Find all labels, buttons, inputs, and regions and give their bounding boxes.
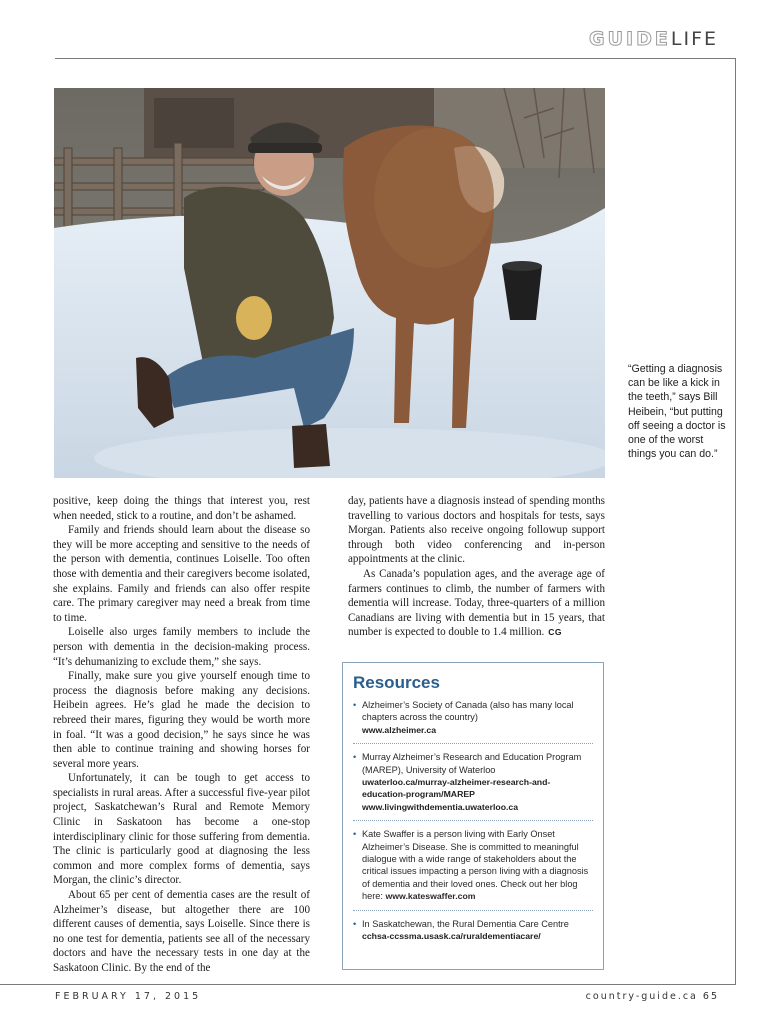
- resource-text: Alzheimer’s Society of Canada (also has many local chapters across the country): [362, 700, 574, 723]
- article-column-2: [348, 494, 605, 640]
- resource-item: [353, 751, 593, 821]
- resource-text: Murray Alzheimer’s Research and Education Program (MAREP), University of Waterloo: [362, 752, 582, 775]
- section-brand: [589, 28, 718, 50]
- bullet-icon: •: [353, 752, 357, 763]
- paragraph: positive, keep doing the things that interest you, rest when needed, stick to a routine, and don’t be ashamed.: [53, 495, 310, 522]
- footer-site-page: country-guide.ca 65: [585, 991, 719, 1002]
- resource-item: [353, 918, 593, 943]
- resource-link[interactable]: www.livingwithdementia.uwaterloo.ca: [362, 801, 519, 812]
- resource-item: [353, 828, 593, 910]
- bullet-icon: •: [353, 700, 357, 710]
- farmer-with-calf-photo: [54, 88, 605, 478]
- resource-item: [353, 699, 593, 744]
- paragraph: About 65 per cent of dementia cases are the result of Alzheimer’s disease, but altogether there are 100 different causes of dementia, says Loiselle. Since there is no one test for dementia, patients see all of the necessary doctors and have the necessary tests in one day at the Saskatoon Clinic. By the end of the: [53, 889, 310, 974]
- brand-life: LIFE: [670, 28, 718, 50]
- article-column-1: [53, 494, 310, 976]
- paragraph: Family and friends should learn about the disease so they will be more accepting and sensitive to the needs of the person with dementia, continues Loiselle. Too often those with dementia and their caregivers become isolated, she explains. Family and friends can also offer respite care. The primary caregiver may need a break from time to time.: [53, 524, 310, 624]
- top-rule: [55, 58, 736, 59]
- resource-link[interactable]: www.alzheimer.ca: [362, 724, 437, 735]
- right-rule: [735, 58, 736, 984]
- resources-title: Resources: [353, 673, 440, 692]
- bullet-icon: •: [353, 829, 357, 840]
- resource-link[interactable]: uwaterloo.ca/murray-alzheimer-research-and-education-program/MAREP: [362, 777, 551, 800]
- resource-text: Kate Swaffer is a person living with Early Onset Alzheimer’s Disease. She is committed to meaningful dialogue with a wide range of stakeholders about the critical issues impacting a person living with a diagnosis of dementia and their loved ones. Check out her blog here:: [362, 829, 589, 902]
- paragraph: Loiselle also urges family members to include the person with dementia in the decision-making process. “It’s dehumanizing to exclude them,” she says.: [53, 626, 310, 668]
- resource-text: In Saskatchewan, the Rural Dementia Care Centre: [362, 918, 569, 929]
- bottom-rule: [0, 984, 736, 985]
- resources-box: [342, 662, 604, 970]
- paragraph: [348, 567, 605, 640]
- footer-date: FEBRUARY 17, 2015: [55, 991, 202, 1002]
- resource-link[interactable]: cchsa-ccssma.usask.ca/ruraldementiacare/: [362, 931, 541, 942]
- brand-guide: GUIDE: [589, 28, 671, 50]
- photo-caption: “Getting a diagnosis can be like a kick in the teeth,” says Bill Heibein, “but putting off seeing a doctor is one of the worst things you can do.”: [628, 363, 726, 461]
- paragraph: Finally, make sure you give yourself enough time to process the diagnosis before making any decisions. Heibein agrees. He’s glad he made the decision to rebreed their mares, figuring they would be worth more in foal. “It was a good decision,” he says since he was then able to continue training and showing horses for several more years.: [53, 670, 310, 770]
- paragraph-text: As Canada’s population ages, and the average age of farmers continues to climb, the number of farmers with dementia will increase. Today, three-quarters of a million Canadians are living with dementia but in 15 years, that number is expected to double to 1.4 million.: [348, 567, 605, 639]
- paragraph: day, patients have a diagnosis instead of spending months travelling to various doctors and hospitals for tests, says Morgan. Patients also receive ongoing followup support through both video conferencing and in-person appointments at the clinic.: [348, 495, 605, 566]
- bullet-icon: •: [353, 918, 357, 929]
- signoff-mark: CG: [548, 627, 563, 638]
- paragraph: Unfortunately, it can be tough to get access to specialists in rural areas. After a successful five-year pilot project, Saskatchewan’s Rural and Remote Memory Clinic in Saskatoon has become a one-stop interdisciplinary clinic for those suffering from dementia. The clinic is particularly good at diagnosing the less common and more complex forms of dementia, says Morgan, the clinic’s director.: [53, 772, 310, 887]
- resource-link[interactable]: www.kateswaffer.com: [385, 891, 476, 902]
